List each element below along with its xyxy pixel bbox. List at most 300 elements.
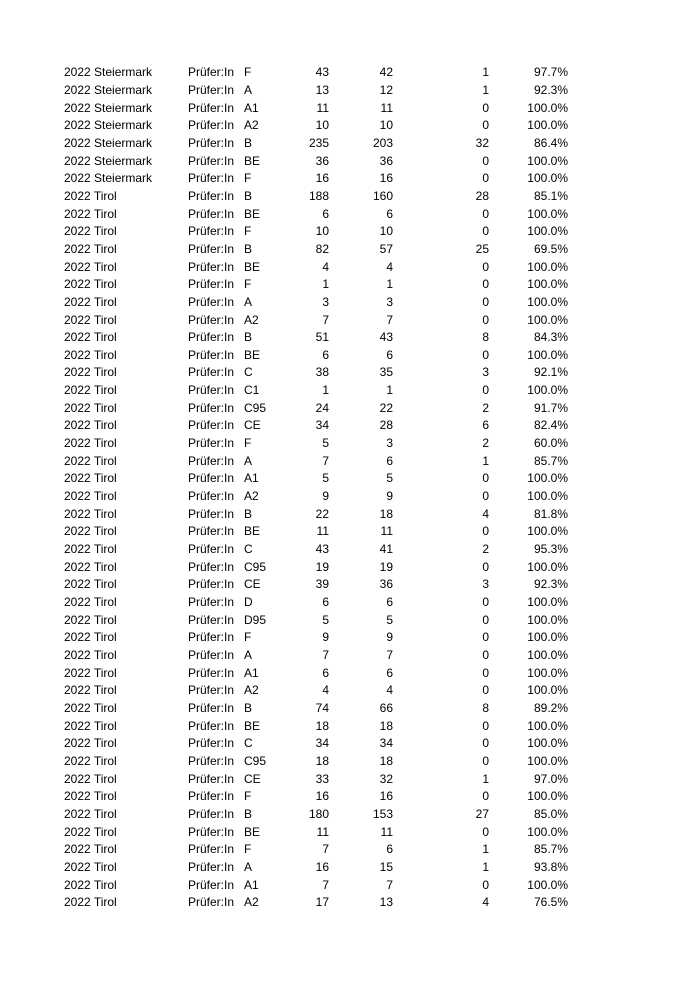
cell-role: Prüfer:In: [188, 665, 235, 680]
cell-failed: 3: [482, 365, 489, 380]
cell-role: Prüfer:In: [188, 595, 235, 610]
table-body: [64, 64, 568, 912]
cell-failed: 8: [482, 700, 489, 715]
cell-failed: 1: [482, 859, 489, 874]
cell-total: 188: [308, 188, 329, 203]
cell-licence-class: BE: [244, 524, 261, 539]
cell-pass-rate: 85.7%: [533, 453, 568, 468]
cell-role: Prüfer:In: [188, 771, 235, 786]
cell-pass-rate: 69.5%: [533, 241, 568, 256]
cell-failed: 0: [482, 524, 489, 539]
cell-pass-rate: 100.0%: [527, 383, 568, 398]
cell-year-region: 2022 Tirol: [64, 312, 117, 327]
cell-licence-class: C: [244, 365, 253, 380]
cell-role: Prüfer:In: [188, 524, 235, 539]
cell-passed: 16: [379, 171, 393, 186]
cell-role: Prüfer:In: [188, 241, 235, 256]
cell-year-region: 2022 Tirol: [64, 471, 117, 486]
cell-role: Prüfer:In: [188, 895, 235, 910]
cell-role: Prüfer:In: [188, 683, 235, 698]
cell-licence-class: B: [244, 806, 253, 821]
cell-pass-rate: 84.3%: [533, 330, 568, 345]
cell-year-region: 2022 Tirol: [64, 383, 117, 398]
cell-year-region: 2022 Tirol: [64, 524, 117, 539]
cell-licence-class: F: [244, 224, 252, 239]
cell-passed: 153: [372, 806, 393, 821]
cell-licence-class: A: [244, 82, 253, 97]
cell-passed: 19: [379, 559, 393, 574]
cell-passed: 6: [386, 842, 393, 857]
cell-passed: 32: [379, 771, 393, 786]
cell-licence-class: A2: [244, 895, 259, 910]
table-row: [64, 117, 568, 135]
table-row: [64, 294, 568, 312]
cell-total: 1: [322, 277, 329, 292]
cell-total: 11: [316, 524, 329, 539]
cell-licence-class: F: [244, 630, 252, 645]
cell-total: 235: [308, 135, 329, 150]
cell-passed: 3: [386, 436, 393, 451]
cell-passed: 1: [386, 277, 393, 292]
cell-pass-rate: 93.8%: [533, 859, 568, 874]
cell-pass-rate: 100.0%: [527, 259, 568, 274]
cell-licence-class: F: [244, 436, 252, 451]
table-row: [64, 647, 568, 665]
cell-role: Prüfer:In: [188, 577, 235, 592]
cell-total: 1: [322, 383, 329, 398]
cell-licence-class: C1: [244, 383, 260, 398]
cell-pass-rate: 60.0%: [533, 436, 568, 451]
cell-year-region: 2022 Steiermark: [64, 153, 153, 168]
cell-pass-rate: 100.0%: [527, 718, 568, 733]
cell-passed: 6: [386, 665, 393, 680]
table-row: [64, 382, 568, 400]
cell-licence-class: A: [244, 859, 253, 874]
cell-total: 17: [315, 895, 329, 910]
cell-passed: 6: [386, 453, 393, 468]
cell-total: 9: [322, 630, 329, 645]
cell-year-region: 2022 Tirol: [64, 436, 117, 451]
cell-role: Prüfer:In: [188, 400, 235, 415]
cell-year-region: 2022 Tirol: [64, 718, 117, 733]
cell-total: 5: [322, 471, 329, 486]
table-row: [64, 664, 568, 682]
cell-role: Prüfer:In: [188, 135, 235, 150]
cell-failed: 27: [475, 806, 489, 821]
cell-pass-rate: 86.4%: [533, 135, 568, 150]
cell-role: Prüfer:In: [188, 877, 235, 892]
cell-total: 7: [322, 877, 329, 892]
cell-failed: 0: [482, 683, 489, 698]
cell-licence-class: A2: [244, 118, 259, 133]
cell-passed: 18: [379, 506, 393, 521]
cell-pass-rate: 92.3%: [533, 577, 568, 592]
cell-year-region: 2022 Tirol: [64, 453, 117, 468]
cell-pass-rate: 100.0%: [527, 753, 568, 768]
table-row: [64, 753, 568, 771]
cell-failed: 0: [482, 383, 489, 398]
cell-year-region: 2022 Tirol: [64, 188, 117, 203]
cell-passed: 10: [379, 118, 393, 133]
cell-failed: 0: [482, 736, 489, 751]
cell-failed: 8: [482, 330, 489, 345]
cell-year-region: 2022 Steiermark: [64, 171, 153, 186]
cell-licence-class: BE: [244, 718, 261, 733]
cell-role: Prüfer:In: [188, 859, 235, 874]
cell-licence-class: A1: [244, 471, 259, 486]
cell-licence-class: A1: [244, 665, 259, 680]
cell-failed: 0: [482, 471, 489, 486]
cell-failed: 0: [482, 718, 489, 733]
cell-pass-rate: 100.0%: [527, 153, 568, 168]
table-row: [64, 417, 568, 435]
cell-licence-class: BE: [244, 347, 261, 362]
cell-year-region: 2022 Steiermark: [64, 100, 153, 115]
cell-total: 74: [315, 700, 329, 715]
cell-total: 180: [308, 806, 329, 821]
cell-total: 39: [315, 577, 329, 592]
cell-passed: 5: [386, 612, 393, 627]
cell-passed: 42: [379, 65, 393, 80]
cell-pass-rate: 100.0%: [527, 630, 568, 645]
cell-licence-class: BE: [244, 259, 261, 274]
table-row: [64, 488, 568, 506]
cell-licence-class: B: [244, 135, 253, 150]
cell-passed: 11: [380, 524, 393, 539]
table-row: [64, 629, 568, 647]
cell-total: 9: [322, 489, 329, 504]
cell-pass-rate: 100.0%: [527, 595, 568, 610]
cell-role: Prüfer:In: [188, 206, 235, 221]
cell-role: Prüfer:In: [188, 753, 235, 768]
cell-failed: 0: [482, 277, 489, 292]
cell-passed: 35: [379, 365, 393, 380]
cell-passed: 203: [372, 135, 393, 150]
cell-pass-rate: 100.0%: [527, 736, 568, 751]
cell-year-region: 2022 Tirol: [64, 665, 117, 680]
cell-year-region: 2022 Tirol: [64, 859, 117, 874]
cell-year-region: 2022 Tirol: [64, 806, 117, 821]
cell-role: Prüfer:In: [188, 418, 235, 433]
table-row: [64, 364, 568, 382]
cell-year-region: 2022 Tirol: [64, 736, 117, 751]
cell-total: 11: [316, 824, 329, 839]
cell-licence-class: A1: [244, 877, 259, 892]
cell-total: 5: [322, 436, 329, 451]
cell-licence-class: F: [244, 842, 252, 857]
cell-role: Prüfer:In: [188, 312, 235, 327]
cell-licence-class: B: [244, 700, 253, 715]
cell-licence-class: F: [244, 789, 252, 804]
cell-pass-rate: 100.0%: [527, 559, 568, 574]
cell-pass-rate: 97.7%: [533, 65, 568, 80]
table-row: [64, 170, 568, 188]
cell-year-region: 2022 Steiermark: [64, 65, 153, 80]
cell-licence-class: B: [244, 241, 253, 256]
cell-year-region: 2022 Tirol: [64, 506, 117, 521]
cell-passed: 22: [379, 400, 393, 415]
table-row: [64, 435, 568, 453]
cell-pass-rate: 100.0%: [527, 118, 568, 133]
cell-pass-rate: 92.1%: [533, 365, 568, 380]
cell-role: Prüfer:In: [188, 559, 235, 574]
cell-total: 6: [322, 665, 329, 680]
table-row: [64, 64, 568, 82]
cell-licence-class: C: [244, 542, 253, 557]
table-row: [64, 152, 568, 170]
table-row: [64, 311, 568, 329]
cell-total: 18: [315, 718, 329, 733]
cell-year-region: 2022 Tirol: [64, 683, 117, 698]
cell-passed: 57: [379, 241, 393, 256]
cell-failed: 0: [482, 224, 489, 239]
table-row: [64, 717, 568, 735]
table-row: [64, 841, 568, 859]
table-row: [64, 223, 568, 241]
cell-year-region: 2022 Tirol: [64, 400, 117, 415]
cell-failed: 0: [482, 630, 489, 645]
table-row: [64, 399, 568, 417]
cell-pass-rate: 100.0%: [527, 665, 568, 680]
cell-failed: 6: [482, 418, 489, 433]
cell-failed: 32: [475, 135, 489, 150]
cell-year-region: 2022 Steiermark: [64, 82, 153, 97]
cell-year-region: 2022 Tirol: [64, 365, 117, 380]
cell-failed: 0: [482, 489, 489, 504]
table-row: [64, 82, 568, 100]
cell-year-region: 2022 Tirol: [64, 700, 117, 715]
cell-year-region: 2022 Tirol: [64, 577, 117, 592]
cell-licence-class: D: [244, 595, 253, 610]
cell-licence-class: CE: [244, 418, 261, 433]
table-row: [64, 241, 568, 259]
cell-failed: 2: [482, 436, 489, 451]
cell-year-region: 2022 Tirol: [64, 559, 117, 574]
cell-year-region: 2022 Tirol: [64, 789, 117, 804]
cell-year-region: 2022 Tirol: [64, 542, 117, 557]
cell-failed: 2: [482, 542, 489, 557]
cell-pass-rate: 100.0%: [527, 612, 568, 627]
cell-year-region: 2022 Tirol: [64, 630, 117, 645]
cell-pass-rate: 92.3%: [533, 82, 568, 97]
cell-total: 18: [315, 753, 329, 768]
cell-role: Prüfer:In: [188, 542, 235, 557]
cell-total: 10: [315, 224, 329, 239]
cell-passed: 160: [372, 188, 393, 203]
table-row: [64, 276, 568, 294]
cell-role: Prüfer:In: [188, 630, 235, 645]
table-row: [64, 735, 568, 753]
cell-passed: 7: [386, 312, 393, 327]
cell-total: 16: [315, 859, 329, 874]
cell-pass-rate: 89.2%: [533, 700, 568, 715]
cell-total: 51: [315, 330, 329, 345]
cell-passed: 18: [379, 753, 393, 768]
table-row: [64, 611, 568, 629]
cell-role: Prüfer:In: [188, 700, 235, 715]
table-row: [64, 347, 568, 365]
cell-failed: 0: [482, 753, 489, 768]
cell-year-region: 2022 Tirol: [64, 347, 117, 362]
cell-failed: 0: [482, 612, 489, 627]
table-row: [64, 770, 568, 788]
cell-passed: 66: [379, 700, 393, 715]
cell-passed: 41: [379, 542, 393, 557]
cell-failed: 0: [482, 153, 489, 168]
cell-pass-rate: 91.7%: [533, 400, 568, 415]
cell-pass-rate: 100.0%: [527, 312, 568, 327]
cell-passed: 11: [380, 824, 393, 839]
cell-total: 6: [322, 595, 329, 610]
cell-passed: 6: [386, 347, 393, 362]
cell-role: Prüfer:In: [188, 789, 235, 804]
cell-role: Prüfer:In: [188, 118, 235, 133]
table-row: [64, 188, 568, 206]
cell-role: Prüfer:In: [188, 277, 235, 292]
cell-role: Prüfer:In: [188, 436, 235, 451]
cell-failed: 0: [482, 259, 489, 274]
cell-role: Prüfer:In: [188, 471, 235, 486]
cell-pass-rate: 100.0%: [527, 647, 568, 662]
cell-failed: 0: [482, 824, 489, 839]
cell-pass-rate: 85.7%: [533, 842, 568, 857]
cell-passed: 10: [379, 224, 393, 239]
cell-failed: 0: [482, 347, 489, 362]
table-row: [64, 135, 568, 153]
cell-role: Prüfer:In: [188, 612, 235, 627]
cell-pass-rate: 100.0%: [527, 171, 568, 186]
cell-passed: 36: [379, 577, 393, 592]
cell-year-region: 2022 Tirol: [64, 259, 117, 274]
cell-licence-class: B: [244, 330, 253, 345]
cell-failed: 1: [482, 65, 489, 80]
cell-year-region: 2022 Tirol: [64, 294, 117, 309]
cell-passed: 7: [386, 877, 393, 892]
cell-total: 6: [322, 347, 329, 362]
cell-failed: 0: [482, 171, 489, 186]
cell-licence-class: D95: [244, 612, 267, 627]
cell-failed: 0: [482, 118, 489, 133]
cell-licence-class: BE: [244, 153, 261, 168]
cell-passed: 36: [379, 153, 393, 168]
cell-licence-class: A2: [244, 312, 259, 327]
table-row: [64, 594, 568, 612]
cell-failed: 3: [482, 577, 489, 592]
cell-pass-rate: 100.0%: [527, 294, 568, 309]
data-table: [64, 64, 568, 912]
cell-role: Prüfer:In: [188, 188, 235, 203]
table-row: [64, 258, 568, 276]
cell-role: Prüfer:In: [188, 842, 235, 857]
cell-licence-class: F: [244, 65, 252, 80]
cell-total: 34: [315, 736, 329, 751]
cell-failed: 0: [482, 100, 489, 115]
cell-total: 7: [322, 312, 329, 327]
cell-passed: 4: [386, 259, 393, 274]
cell-failed: 0: [482, 647, 489, 662]
cell-licence-class: C: [244, 736, 253, 751]
cell-failed: 0: [482, 877, 489, 892]
cell-role: Prüfer:In: [188, 736, 235, 751]
cell-passed: 28: [379, 418, 393, 433]
cell-total: 4: [322, 683, 329, 698]
cell-role: Prüfer:In: [188, 294, 235, 309]
cell-role: Prüfer:In: [188, 824, 235, 839]
table-row: [64, 205, 568, 223]
cell-passed: 5: [386, 471, 393, 486]
cell-total: 7: [322, 647, 329, 662]
cell-pass-rate: 95.3%: [533, 542, 568, 557]
cell-passed: 9: [386, 630, 393, 645]
cell-passed: 12: [379, 82, 393, 97]
cell-year-region: 2022 Tirol: [64, 824, 117, 839]
cell-pass-rate: 100.0%: [527, 224, 568, 239]
cell-year-region: 2022 Tirol: [64, 753, 117, 768]
cell-pass-rate: 85.0%: [533, 806, 568, 821]
cell-year-region: 2022 Tirol: [64, 842, 117, 857]
table-row: [64, 806, 568, 824]
cell-year-region: 2022 Steiermark: [64, 118, 153, 133]
cell-pass-rate: 100.0%: [527, 789, 568, 804]
cell-licence-class: C95: [244, 559, 267, 574]
cell-total: 22: [315, 506, 329, 521]
cell-passed: 3: [386, 294, 393, 309]
cell-total: 43: [315, 542, 329, 557]
cell-total: 11: [316, 100, 329, 115]
cell-licence-class: F: [244, 277, 252, 292]
cell-failed: 0: [482, 294, 489, 309]
cell-role: Prüfer:In: [188, 153, 235, 168]
cell-year-region: 2022 Tirol: [64, 206, 117, 221]
cell-pass-rate: 82.4%: [533, 418, 568, 433]
cell-role: Prüfer:In: [188, 383, 235, 398]
cell-passed: 43: [379, 330, 393, 345]
cell-pass-rate: 100.0%: [527, 489, 568, 504]
cell-total: 34: [315, 418, 329, 433]
cell-passed: 7: [386, 647, 393, 662]
cell-licence-class: C95: [244, 753, 267, 768]
cell-failed: 4: [482, 506, 489, 521]
cell-failed: 4: [482, 895, 489, 910]
cell-total: 13: [315, 82, 329, 97]
cell-total: 7: [322, 453, 329, 468]
cell-role: Prüfer:In: [188, 365, 235, 380]
cell-total: 10: [315, 118, 329, 133]
cell-total: 3: [322, 294, 329, 309]
cell-passed: 6: [386, 206, 393, 221]
table-row: [64, 541, 568, 559]
cell-licence-class: A1: [244, 100, 259, 115]
cell-pass-rate: 100.0%: [527, 347, 568, 362]
cell-role: Prüfer:In: [188, 806, 235, 821]
cell-passed: 1: [386, 383, 393, 398]
cell-passed: 15: [379, 859, 393, 874]
table-row: [64, 894, 568, 912]
cell-failed: 0: [482, 595, 489, 610]
cell-licence-class: CE: [244, 577, 261, 592]
table-row: [64, 876, 568, 894]
cell-year-region: 2022 Tirol: [64, 224, 117, 239]
table-row: [64, 558, 568, 576]
cell-failed: 1: [482, 771, 489, 786]
cell-total: 43: [315, 65, 329, 80]
cell-failed: 0: [482, 559, 489, 574]
cell-passed: 6: [386, 595, 393, 610]
cell-total: 4: [322, 259, 329, 274]
cell-failed: 0: [482, 206, 489, 221]
cell-role: Prüfer:In: [188, 453, 235, 468]
table-row: [64, 470, 568, 488]
